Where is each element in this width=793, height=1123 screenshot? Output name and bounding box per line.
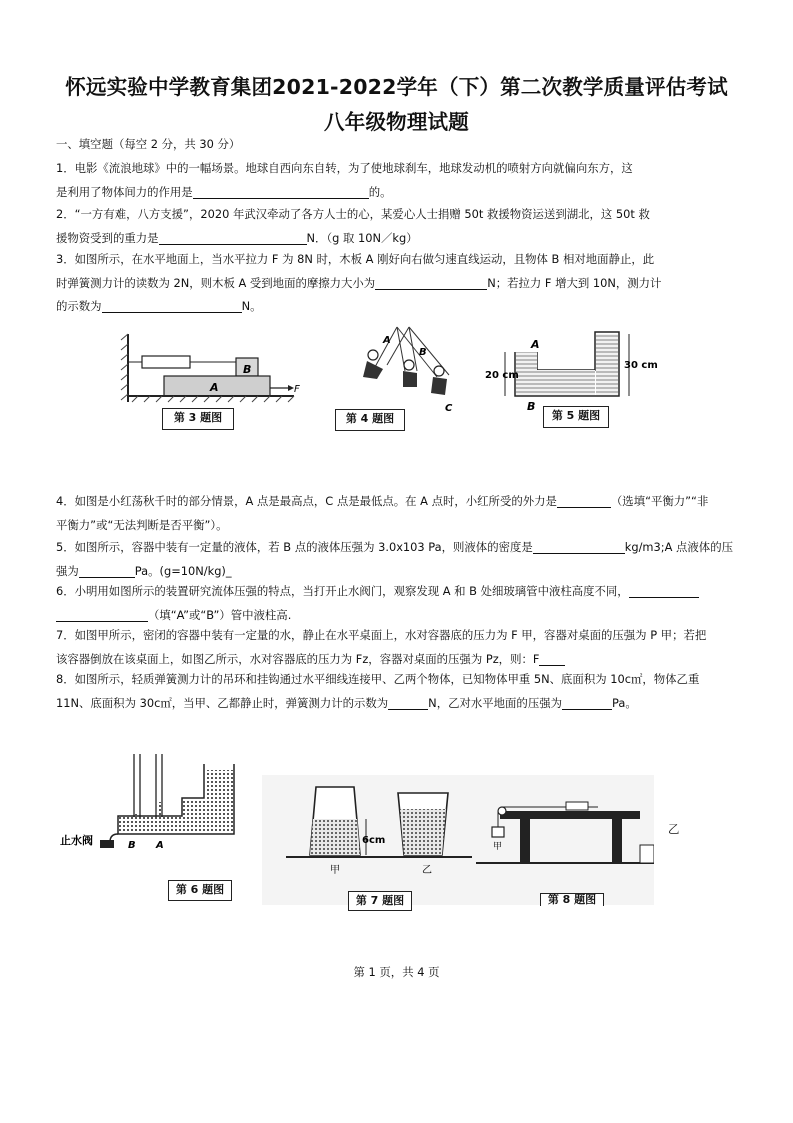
q4-line1 [56, 490, 746, 514]
figure-7-8-panel [262, 775, 654, 905]
fig5-dim-left: 20 cm [485, 370, 519, 381]
q5-blank-2[interactable] [79, 564, 135, 578]
q7-line1: 7．如图甲所示，密闭的容器中装有一定量的水，静止在水平桌面上，水对容器底的压力为 F 甲，容器对桌面的压强为 P 甲；若把 [56, 628, 707, 642]
figure-6-caption: 第 6 题图 [168, 880, 232, 901]
fig6-label-b: B [128, 840, 136, 851]
page-footer: 第 1 页，共 4 页 [353, 965, 440, 979]
fig3-label-a: A [210, 381, 219, 394]
q1-line1: 1．电影《流浪地球》中的一幅场景。地球自西向东自转，为了使地球刹车，地球发动机的喷射方向就偏向东方，这 [56, 161, 633, 175]
fig7-label-yi: 乙 [422, 865, 432, 876]
fig6-valve-label: 止水阀 [60, 834, 93, 847]
q8-tail: Pa。 [612, 695, 637, 710]
fig5-dim-right: 30 cm [624, 360, 658, 371]
fig4-label-c: C [445, 403, 453, 414]
q8-line1: 8．如图所示，轻质弹簧测力计的吊环和挂钩通过水平细线连接甲、乙两个物体，已知物体甲重 5N、底面积为 10c㎡，物体乙重 [56, 672, 700, 686]
q6-blank-2[interactable] [56, 608, 148, 622]
q5-blank-1[interactable] [533, 540, 625, 554]
figure-7-caption: 第 7 题图 [348, 891, 412, 911]
question-2 [56, 203, 746, 250]
q3-text: 时弹簧测力计的读数为 2N，则木板 A 受到地面的摩擦力大小为 [56, 275, 376, 290]
q5-text-2: 强为 [56, 563, 79, 578]
fig7-dim: 6cm [362, 835, 386, 846]
fig6-label-a: A [156, 840, 164, 851]
figure-6-drawing [58, 752, 236, 854]
q3-text-2: 的示数为 [56, 299, 102, 313]
q6-tail: （填“A”或“B”）管中液柱高. [148, 607, 292, 622]
q8-line2 [56, 692, 746, 716]
question-8 [56, 668, 746, 715]
question-5 [56, 536, 746, 583]
q8-mid: N，乙对水平地面的压强为 [428, 695, 562, 710]
q8-text: 11N、底面积为 30c㎡，当甲、乙都静止时，弹簧测力计的示数为 [56, 695, 389, 710]
question-7 [56, 624, 746, 671]
q1-tail: 的。 [368, 184, 392, 199]
figure-5-caption: 第 5 题图 [543, 406, 609, 428]
q2-text: 援物资受到的重力是 [56, 230, 159, 245]
fig3-label-b: B [243, 363, 252, 376]
fig5-label-a: A [531, 338, 540, 351]
q4-mid: （选填“平衡力”“非 [610, 494, 709, 508]
q4-text: 4．如图是小红荡秋千时的部分情景，A 点是最高点，C 点是最低点。在 A 点时，小红所受的外力是 [56, 494, 557, 508]
q3-blank-2[interactable] [102, 299, 242, 313]
figure-4 [333, 325, 461, 433]
fig8-label-yi: 乙 [668, 822, 680, 836]
q6-blank-1[interactable] [629, 584, 699, 598]
q8-blank-2[interactable] [562, 696, 612, 710]
q5-tail: Pa。(g=10N/kg)_ [134, 563, 232, 578]
q6-line1 [56, 580, 746, 604]
q2-tail: N．（g 取 10N／kg） [306, 230, 418, 245]
q1-text: 是利用了物体间力的作用是 [56, 184, 193, 199]
q3-mid: N；若拉力 F 增大到 10N，测力计 [487, 275, 662, 290]
q3-line2 [56, 272, 746, 296]
fig4-label-b: B [419, 347, 427, 358]
question-3 [56, 248, 746, 319]
figure-8-caption: 第 8 题图 [540, 893, 604, 906]
q7-blank[interactable] [539, 652, 565, 666]
q3-tail: N。 [241, 299, 262, 313]
q7-text: 该容器倒放在该桌面上，如图乙所示，水对容器底的压力为 Fz，容器对桌面的压强为 Pz，则：F [56, 651, 540, 666]
q5-mid: kg/m3;A 点液体的压 [624, 540, 733, 554]
q6-text: 6．小明用如图所示的装置研究流体压强的特点，当打开止水阀门，观察发现 A 和 B 处细玻璃管中液柱高度不同， [56, 584, 629, 598]
fig5-label-b: B [527, 400, 536, 413]
question-6 [56, 580, 746, 627]
figure-3 [118, 328, 304, 436]
fig8-label-jia: 甲 [493, 842, 503, 852]
q1-line2 [56, 181, 746, 205]
fig3-label-f: F [294, 384, 300, 395]
q2-blank[interactable] [159, 231, 307, 245]
section-heading: 一、填空题（每空 2 分，共 30 分） [56, 137, 241, 151]
q3-blank-1[interactable] [375, 276, 487, 290]
q3-line1: 3．如图所示，在水平地面上，当水平拉力 F 为 8N 时，木板 A 刚好向右做匀速直线运动，且物体 B 相对地面静止，此 [56, 252, 655, 266]
q1-blank[interactable] [193, 185, 369, 199]
q4-line2: 平衡力”或“无法判断是否平衡”）。 [56, 517, 228, 532]
exam-subtitle: 八年级物理试题 [324, 110, 469, 134]
figure-5 [483, 314, 661, 432]
q5-line1 [56, 536, 746, 560]
figure-3-caption: 第 3 题图 [162, 408, 234, 430]
exam-title: 怀远实验中学教育集团2021-2022学年（下）第二次教学质量评估考试 [65, 75, 728, 99]
q4-blank[interactable] [557, 494, 611, 508]
question-4 [56, 490, 746, 537]
fig7-label-jia: 甲 [330, 865, 340, 876]
figure-7-8-drawing [262, 775, 654, 905]
fig4-label-a: A [383, 335, 391, 346]
figure-6 [58, 752, 236, 902]
question-1 [56, 157, 746, 204]
q5-text: 5．如图所示，容器中装有一定量的液体，若 B 点的液体压强为 3.0x103 Pa，则液体的密度是 [56, 540, 533, 554]
q2-line1: 2．“一方有难，八方支援”，2020 年武汉牵动了各方人士的心，某爱心人士捐赠 50t 救援物资运送到湖北，这 50t 救 [56, 207, 650, 221]
figure-4-caption: 第 4 题图 [335, 409, 405, 431]
q8-blank-1[interactable] [388, 696, 428, 710]
q2-line2 [56, 227, 746, 251]
